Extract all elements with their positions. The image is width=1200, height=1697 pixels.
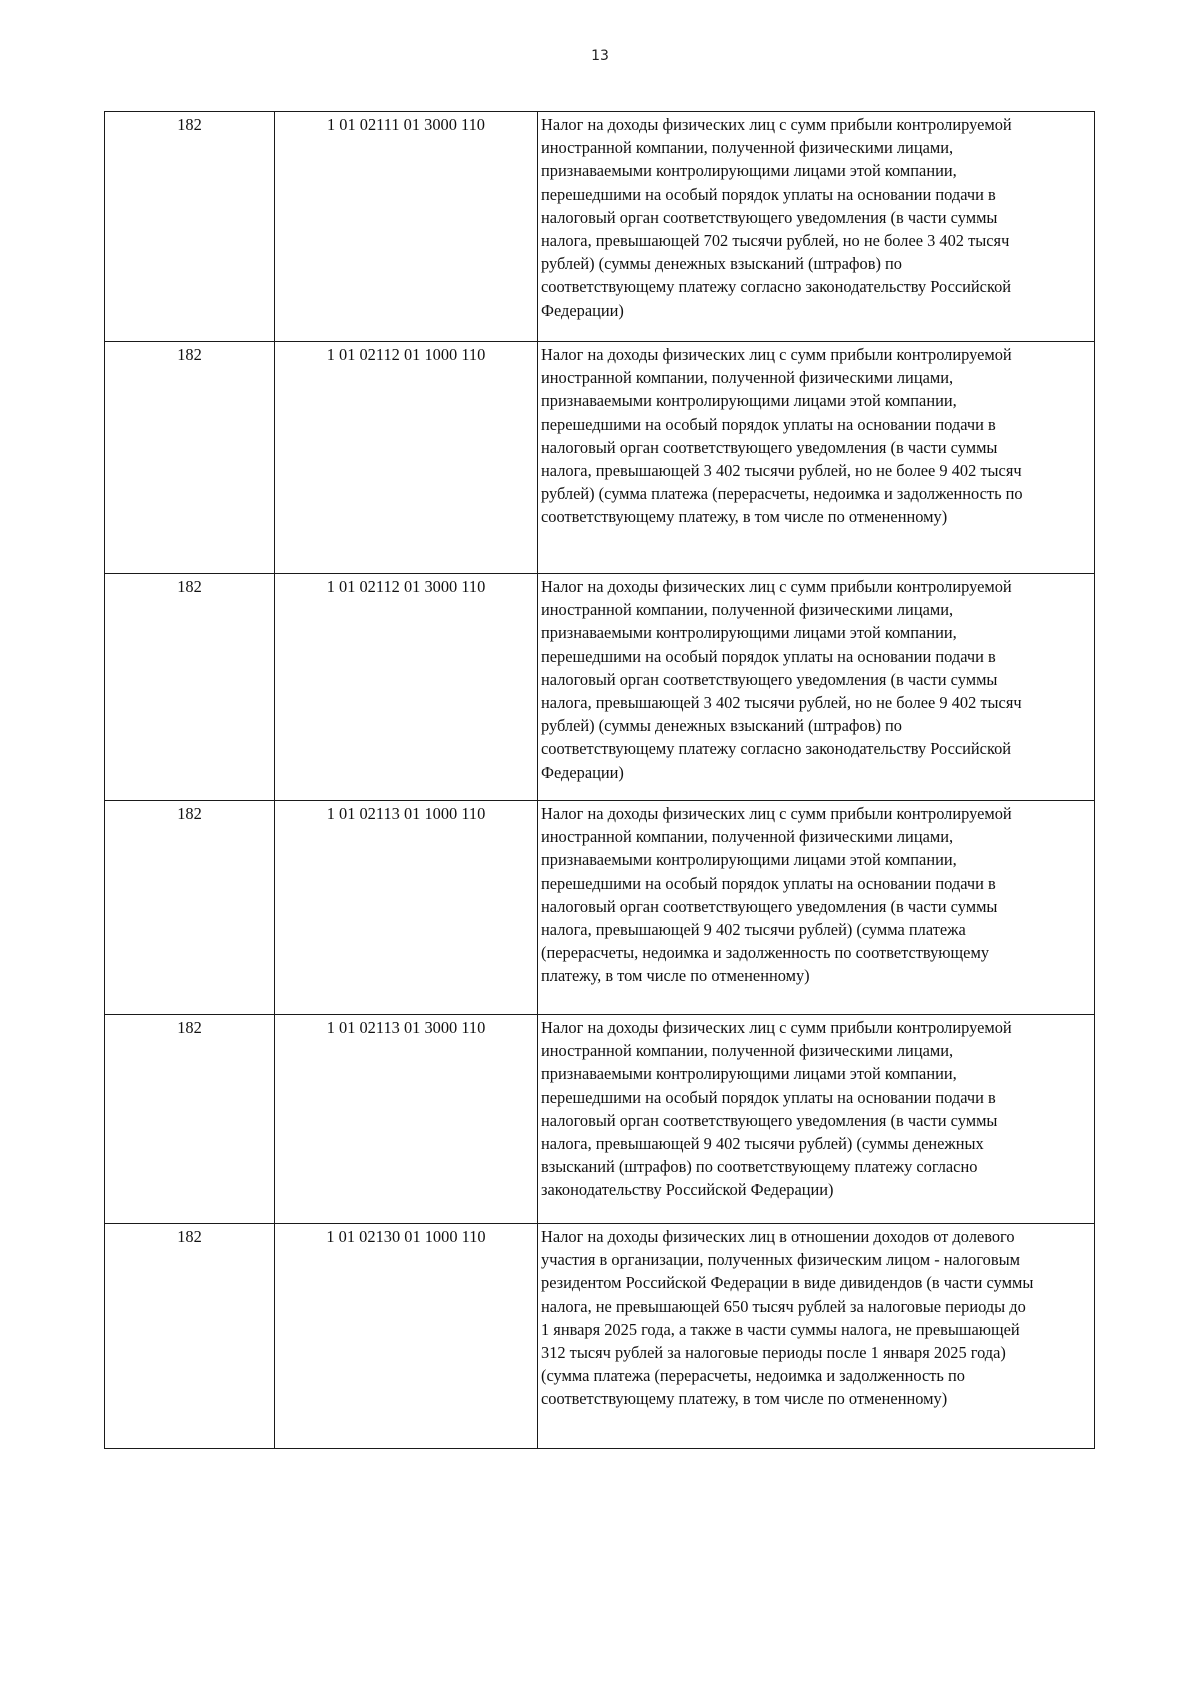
description-line: иностранной компании, полученной физическими лицами, (541, 138, 954, 158)
description-cell (538, 112, 1095, 342)
budget-code-cell: 1 01 02113 01 3000 110 (275, 1015, 538, 1224)
description-line: налоговый орган соответствующего уведомления (в части суммы (541, 896, 998, 916)
description-line: иностранной компании, полученной физическими лицами, (541, 1041, 954, 1061)
description-line: (перерасчеты, недоимка и задолженность по соответствующему (541, 943, 990, 963)
description-line: налога, превышающей 3 402 тысячи рублей, но не более 9 402 тысяч (541, 461, 1022, 481)
admin-code-cell: 182 (105, 342, 275, 574)
description-line: Налог на доходы физических лиц с сумм прибыли контролируемой (541, 115, 1012, 134)
description-line: законодательству Российской Федерации) (541, 1180, 834, 1200)
budget-code-cell: 1 01 02111 01 3000 110 (275, 112, 538, 342)
description-line: налога, превышающей 9 402 тысячи рублей) (сумма платежа (541, 920, 966, 940)
description-line: 1 января 2025 года, а также в части суммы налога, не превышающей (541, 1319, 1020, 1339)
description-line: признаваемыми контролирующими лицами этой компании, (541, 623, 957, 643)
table-row (105, 112, 1095, 342)
description-line: рублей) (суммы денежных взысканий (штрафов) по (541, 254, 902, 274)
description-line: налога, превышающей 9 402 тысячи рублей) (суммы денежных (541, 1134, 984, 1154)
description-line: перешедшими на особый порядок уплаты на основании подачи в (541, 646, 996, 666)
description-cell (538, 1015, 1095, 1224)
budget-code-cell: 1 01 02112 01 3000 110 (275, 574, 538, 801)
description-line: Налог на доходы физических лиц в отношении доходов от долевого (541, 1227, 1015, 1246)
table-row (105, 574, 1095, 801)
table-row (105, 1224, 1095, 1449)
budget-classification-table (104, 111, 1095, 1449)
description-cell (538, 1224, 1095, 1449)
description-line: признаваемыми контролирующими лицами этой компании, (541, 1064, 957, 1084)
description-line: Налог на доходы физических лиц с сумм прибыли контролируемой (541, 1018, 1012, 1037)
description-line: перешедшими на особый порядок уплаты на основании подачи в (541, 184, 996, 204)
description-line: признаваемыми контролирующими лицами этой компании, (541, 850, 957, 870)
table-row (105, 1015, 1095, 1224)
admin-code-cell: 182 (105, 112, 275, 342)
description-cell (538, 342, 1095, 574)
description-line: налога, превышающей 3 402 тысячи рублей, но не более 9 402 тысяч (541, 693, 1022, 713)
description-line: налоговый орган соответствующего уведомления (в части суммы (541, 437, 998, 457)
admin-code-cell: 182 (105, 574, 275, 801)
description-line: налога, превышающей 702 тысячи рублей, но не более 3 402 тысяч (541, 231, 1010, 251)
budget-code-cell: 1 01 02130 01 1000 110 (275, 1224, 538, 1449)
description-line: участия в организации, полученных физическим лицом - налоговым (541, 1250, 1020, 1270)
description-line: Налог на доходы физических лиц с сумм прибыли контролируемой (541, 577, 1012, 596)
description-line: соответствующему платежу, в том числе по отмененному) (541, 1389, 948, 1409)
description-line: резидентом Российской Федерации в виде дивидендов (в части суммы (541, 1273, 1034, 1293)
description-line: рублей) (суммы денежных взысканий (штрафов) по (541, 716, 902, 736)
description-line: платежу, в том числе по отмененному) (541, 966, 810, 986)
budget-code-cell: 1 01 02112 01 1000 110 (275, 342, 538, 574)
description-line: признаваемыми контролирующими лицами этой компании, (541, 391, 957, 411)
description-line: Налог на доходы физических лиц с сумм прибыли контролируемой (541, 345, 1012, 364)
description-line: 312 тысяч рублей за налоговые периоды после 1 января 2025 года) (541, 1343, 1006, 1363)
page-number: 13 (591, 48, 609, 64)
description-line: признаваемыми контролирующими лицами этой компании, (541, 161, 957, 181)
description-line: взысканий (штрафов) по соответствующему платежу согласно (541, 1157, 978, 1177)
description-line: рублей) (сумма платежа (перерасчеты, недоимка и задолженность по (541, 484, 1023, 504)
description-line: иностранной компании, полученной физическими лицами, (541, 827, 954, 847)
description-line: перешедшими на особый порядок уплаты на основании подачи в (541, 414, 996, 434)
description-line: налоговый орган соответствующего уведомления (в части суммы (541, 1110, 998, 1130)
table-row (105, 342, 1095, 574)
description-line: налоговый орган соответствующего уведомления (в части суммы (541, 207, 998, 227)
description-line: иностранной компании, полученной физическими лицами, (541, 368, 954, 388)
description-line: Федерации) (541, 762, 624, 782)
budget-code-cell: 1 01 02113 01 1000 110 (275, 801, 538, 1015)
admin-code-cell: 182 (105, 1015, 275, 1224)
description-line: иностранной компании, полученной физическими лицами, (541, 600, 954, 620)
admin-code-cell: 182 (105, 801, 275, 1015)
admin-code-cell: 182 (105, 1224, 275, 1449)
table-row (105, 801, 1095, 1015)
description-line: соответствующему платежу, в том числе по отмененному) (541, 507, 948, 527)
description-cell (538, 574, 1095, 801)
description-line: налоговый орган соответствующего уведомления (в части суммы (541, 669, 998, 689)
description-line: Налог на доходы физических лиц с сумм прибыли контролируемой (541, 804, 1012, 823)
description-line: налога, не превышающей 650 тысяч рублей за налоговые периоды до (541, 1296, 1026, 1316)
description-cell (538, 801, 1095, 1015)
description-line: перешедшими на особый порядок уплаты на основании подачи в (541, 1087, 996, 1107)
description-line: (сумма платежа (перерасчеты, недоимка и задолженность по (541, 1366, 965, 1386)
description-line: Федерации) (541, 300, 624, 320)
description-line: соответствующему платежу согласно законодательству Российской (541, 739, 1012, 759)
description-line: соответствующему платежу согласно законодательству Российской (541, 277, 1012, 297)
description-line: перешедшими на особый порядок уплаты на основании подачи в (541, 873, 996, 893)
